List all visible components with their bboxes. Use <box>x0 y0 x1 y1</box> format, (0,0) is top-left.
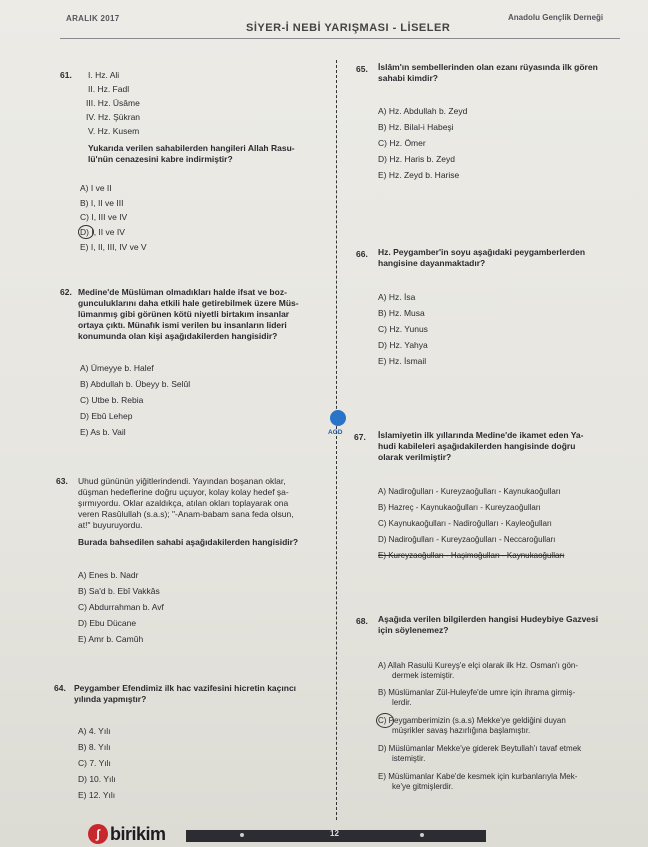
q66-stem-line: hangisine dayanmaktadır? <box>378 258 486 268</box>
q65-option-d[interactable]: D) Hz. Haris b. Zeyd <box>378 154 455 164</box>
q64-option-b[interactable]: B) 8. Yılı <box>78 742 111 752</box>
q61-option-c[interactable]: C) I, III ve IV <box>80 212 128 222</box>
q65-option-e[interactable]: E) Hz. Zeyd b. Harise <box>378 170 460 180</box>
q64-option-c[interactable]: C) 7. Yılı <box>78 758 111 768</box>
q65-option-c[interactable]: C) Hz. Ömer <box>378 138 426 148</box>
q65-option-a[interactable]: A) Hz. Abdullah b. Zeyd <box>378 106 468 116</box>
q63-option-d[interactable]: D) Ebu Dücane <box>78 618 137 628</box>
q62-option-b[interactable]: B) Abdullah b. Übeyy b. Selûl <box>80 379 191 389</box>
q66-option-d[interactable]: D) Hz. Yahya <box>378 340 428 350</box>
q64-number: 64. <box>54 683 66 693</box>
q63-stem: Burada bahsedilen sahabi aşağıdakilerden hangisidir? <box>78 537 299 547</box>
q67-stem-line: İslamiyetin ilk yıllarında Medine'de ikamet eden Ya- <box>378 430 584 440</box>
q68-option-a[interactable]: A) Allah Rasulü Kureyş'e elçi olarak ilk Hz. Osman'ı gön- <box>378 661 579 670</box>
q68-option-c[interactable]: C) Peygamberimizin (s.a.s) Mekke'ye geldiğini duyan <box>378 716 566 725</box>
brand-name: birikim <box>110 823 166 844</box>
q68-option-e[interactable]: E) Müslümanlar Kabe'de kesmek için kurbanlarıyla Mek- <box>378 772 578 781</box>
q64-option-d[interactable]: D) 10. Yılı <box>78 774 116 784</box>
q61-stem-line: Yukarıda verilen sahabilerden hangileri Allah Rasu- <box>88 143 295 153</box>
brand-mark-icon: ∫ <box>88 824 108 844</box>
q68-option-b-cont: lerdir. <box>392 698 412 707</box>
footer-dot <box>420 833 424 837</box>
q66-option-c[interactable]: C) Hz. Yunus <box>378 324 428 334</box>
q61-item: V. Hz. Kusem <box>88 126 140 136</box>
header-organization: Anadolu Gençlik Derneği <box>508 13 604 22</box>
q66-option-e[interactable]: E) Hz. İsmail <box>378 356 427 366</box>
header-date: ARALIK 2017 <box>66 14 120 23</box>
agd-logo-icon <box>330 410 346 426</box>
q67-number: 67. <box>354 432 366 442</box>
page-number: 12 <box>330 829 339 838</box>
q63-number: 63. <box>56 476 68 486</box>
q61-stem-line: lü'nün cenazesini kabre indirmiştir? <box>88 154 233 164</box>
q66-option-b[interactable]: B) Hz. Musa <box>378 308 425 318</box>
q62-option-c[interactable]: C) Utbe b. Rebia <box>80 395 144 405</box>
agd-logo-text: AGD <box>328 429 343 436</box>
q61-option-a[interactable]: A) I ve II <box>80 183 112 193</box>
q63-option-c[interactable]: C) Abdurrahman b. Avf <box>78 602 164 612</box>
q62-option-d[interactable]: D) Ebû Lehep <box>80 411 133 421</box>
q62-number: 62. <box>60 287 72 297</box>
q62-stem-line: lümanmış gibi görünen kötü niyetli birtakım insanlar <box>78 309 290 319</box>
q66-number: 66. <box>356 249 368 259</box>
q62-stem-line: konumunda olan kişi aşağıdakilerden hangisidir? <box>78 331 278 341</box>
q61-item: I. Hz. Ali <box>88 70 120 80</box>
q62-option-a[interactable]: A) Ümeyye b. Halef <box>80 363 154 373</box>
q68-option-d-cont: istemiştir. <box>392 754 426 763</box>
q68-option-a-cont: dermek istemiştir. <box>392 671 455 680</box>
q62-option-e[interactable]: E) As b. Vail <box>80 427 126 437</box>
q67-option-e[interactable]: E) Kureyzaoğulları - Haşimoğulları - Kaynukaoğulları <box>378 551 565 560</box>
q63-text-line: veren Rasûlullah (s.a.s); "-Anam-babam sana feda olsun, <box>78 509 294 519</box>
q63-option-b[interactable]: B) Sa'd b. Ebî Vakkâs <box>78 586 160 596</box>
q63-text-line: Uhud gününün yiğitlerindendi. Yayından boşanan oklar, <box>78 476 286 486</box>
q61-option-d[interactable]: D) I, II ve IV <box>80 227 125 237</box>
q66-option-a[interactable]: A) Hz. İsa <box>378 292 416 302</box>
q62-stem-line: Medine'de Müslüman olmadıkları halde ifsat ve boz- <box>78 287 287 297</box>
q61-option-b[interactable]: B) I, II ve III <box>80 198 124 208</box>
q61-option-e[interactable]: E) I, II, III, IV ve V <box>80 242 147 252</box>
q61-number: 61. <box>60 70 72 80</box>
q63-text-line: at!" buyuruyordu. <box>78 520 143 530</box>
header-rule <box>60 38 620 39</box>
q63-option-a[interactable]: A) Enes b. Nadr <box>78 570 139 580</box>
q61-answer-mark <box>78 225 94 239</box>
header-title: SİYER-İ NEBİ YARIŞMASI - LİSELER <box>246 22 451 34</box>
q65-option-b[interactable]: B) Hz. Bilal-i Habeşi <box>378 122 454 132</box>
q65-stem-line: sahabi kimdir? <box>378 73 438 83</box>
footer-dot <box>240 833 244 837</box>
q67-option-b[interactable]: B) Hazreç - Kaynukaoğulları - Kureyzaoğulları <box>378 503 541 512</box>
q62-stem-line: ortaya çıktı. Münafık ismi verilen bu insanların lideri <box>78 320 287 330</box>
q64-option-e[interactable]: E) 12. Yılı <box>78 790 116 800</box>
q65-number: 65. <box>356 64 368 74</box>
q67-stem-line: olarak verilmiştir? <box>378 452 452 462</box>
q68-stem-line: Aşağıda verilen bilgilerden hangisi Hudeybiye Gazvesi <box>378 614 599 624</box>
q67-option-d[interactable]: D) Nadiroğulları - Kureyzaoğulları - Neccaroğulları <box>378 535 556 544</box>
q68-stem-line: için söylenemez? <box>378 625 449 635</box>
q64-stem-line: yılında yapmıştır? <box>74 694 147 704</box>
q66-stem-line: Hz. Peygamber'in soyu aşağıdaki peygamberlerden <box>378 247 586 257</box>
column-divider <box>336 60 337 820</box>
q63-option-e[interactable]: E) Amr b. Camûh <box>78 634 144 644</box>
q61-item: IV. Hz. Şükran <box>86 112 141 122</box>
q62-stem-line: gunculuklarını daha etkili hale getirebilmek üzere Müs- <box>78 298 299 308</box>
q68-option-d[interactable]: D) Müslümanlar Mekke'ye giderek Beytullah'ı tavaf etmek <box>378 744 582 753</box>
q67-stem-line: hudi kabileleri aşağıdakilerden hangisinde doğru <box>378 441 576 451</box>
q68-number: 68. <box>356 616 368 626</box>
q63-text-line: düşman hedeflerine doğru uçuyor, kolay kolay hedef şa- <box>78 487 289 497</box>
q67-option-c[interactable]: C) Kaynukaoğulları - Nadiroğulları - Kayleoğulları <box>378 519 552 528</box>
q64-option-a[interactable]: A) 4. Yılı <box>78 726 111 736</box>
q64-stem-line: Peygamber Efendimiz ilk hac vazifesini hicretin kaçıncı <box>74 683 297 693</box>
q63-text-line: şırmıyordu. Oklar azaldıkça, atılan okları toplayarak ona <box>78 498 289 508</box>
brand-logo <box>88 822 166 846</box>
q68-option-b[interactable]: B) Müslümanlar Zül-Huleyfe'de umre için ihrama girmiş- <box>378 688 576 697</box>
q61-item: II. Hz. Fadl <box>88 84 130 94</box>
q61-item: III. Hz. Üsâme <box>86 98 140 108</box>
q68-option-c-cont: müşrikler savaş hazırlığına başlamıştır. <box>392 726 531 735</box>
q67-option-a[interactable]: A) Nadiroğulları - Kureyzaoğulları - Kaynukaoğulları <box>378 487 561 496</box>
q65-stem-line: İslâm'ın sembellerinden olan ezanı rüyasında ilk gören <box>378 62 598 72</box>
q68-option-e-cont: ke'ye gitmişlerdir. <box>392 782 454 791</box>
